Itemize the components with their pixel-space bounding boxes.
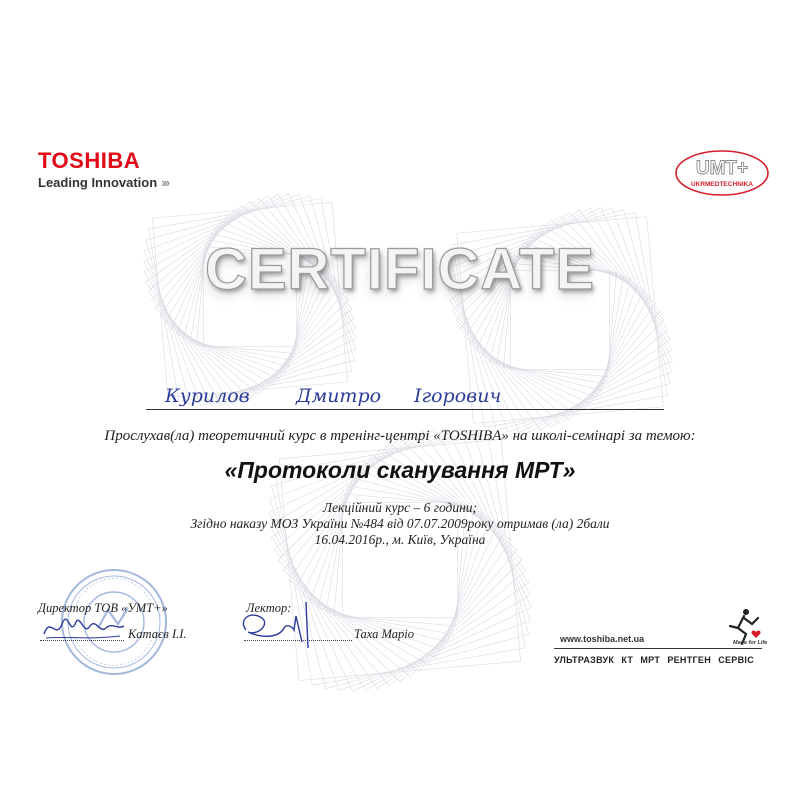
umt-logo-text: UMT+ xyxy=(695,158,749,179)
lecturer-name: Таха Маріо xyxy=(354,627,414,641)
decree-points-line: Згідно наказу МОЗ України №484 від 07.07.2009року отримав (ла) 2бали xyxy=(190,516,610,531)
course-duration: Лекційний курс – 6 години; xyxy=(322,500,478,515)
toshiba-logo: TOSHIBA xyxy=(38,148,141,173)
toshiba-tagline xyxy=(38,175,168,190)
umt-plus-logo xyxy=(674,148,770,198)
service-item: УЛЬТРАЗВУК xyxy=(554,655,615,665)
double-chevron-right-icon: ››› xyxy=(161,175,169,190)
service-item: МРТ xyxy=(640,655,661,665)
recipient-given-name: Дмитро xyxy=(296,385,382,407)
certificate-title: CERTIFICATE xyxy=(204,237,596,302)
recipient-name-line xyxy=(146,409,664,410)
director-label: Директор ТОВ «УМТ+» xyxy=(38,601,168,615)
recipient-surname: Курилов xyxy=(165,385,250,407)
website-url: www.toshiba.net.ua xyxy=(560,634,645,644)
tagline-text: Leading Innovation xyxy=(38,175,158,190)
lecturer-signature xyxy=(236,596,332,654)
lecturer-label: Лектор: xyxy=(246,601,292,615)
made-for-life-text: Made for Life xyxy=(733,640,768,646)
director-name: Катаєв І.І. xyxy=(128,627,187,641)
director-signature xyxy=(40,610,126,646)
service-item: СЕРВІС xyxy=(718,655,754,665)
course-intro-text: Прослухав(ла) теоретичний курс в тренінг-центрі «TOSHIBA» на школі-семінарі за темою: xyxy=(104,428,696,444)
recipient-patronymic: Ігорович xyxy=(414,385,502,407)
services-list xyxy=(554,655,754,665)
umt-logo-subtext: UKRMEDTECHNIKA xyxy=(690,181,754,188)
date-place-line: 16.04.2016р., м. Київ, Україна xyxy=(314,532,486,547)
service-item: КТ xyxy=(621,655,634,665)
seminar-topic: «Протоколи сканування МРТ» xyxy=(224,457,576,483)
service-item: РЕНТГЕН xyxy=(667,655,712,665)
